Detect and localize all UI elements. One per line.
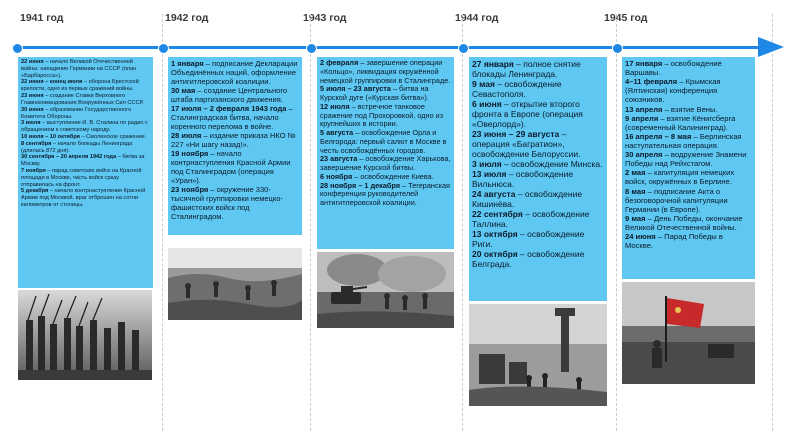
event-item bbox=[21, 154, 150, 168]
event-date: 2 февраля bbox=[320, 58, 359, 67]
event-item bbox=[21, 168, 150, 188]
event-text: – Сталинградская битва, начало коренного перелома в войне. bbox=[171, 104, 293, 131]
event-text: – начало Великой Отечественной войны: нападение Германии на СССР (план «Барбаросса»). bbox=[21, 59, 137, 79]
event-text: – завершение операции «Кольцо», ликвидация окружённой немецкой группировки в Сталинграде. bbox=[320, 58, 451, 85]
event-item bbox=[472, 129, 604, 159]
timeline-dot-1943 bbox=[306, 43, 317, 54]
event-date: 5 декабря bbox=[21, 188, 49, 195]
event-item bbox=[472, 79, 604, 99]
event-item bbox=[320, 59, 451, 85]
event-date: 16 апреля – 8 мая bbox=[625, 131, 692, 141]
timeline-dot-1941 bbox=[12, 43, 23, 54]
event-text: – окружение 330-тысячной группировки немецко-фашистских войск под Сталинградом. bbox=[171, 185, 283, 221]
year-label-1943: 1943 год bbox=[303, 12, 347, 24]
event-item bbox=[21, 59, 150, 79]
event-text: – освобождение Киева. bbox=[352, 171, 434, 181]
event-text: – освобождение Риги. bbox=[472, 229, 585, 250]
event-item bbox=[472, 59, 604, 79]
event-date: 1 января bbox=[171, 59, 204, 68]
event-date: 17 июля – 2 февраля 1943 года bbox=[171, 104, 287, 113]
event-text: – взятие Вены. bbox=[662, 104, 718, 114]
event-date: 23 августа bbox=[320, 154, 358, 164]
column-divider bbox=[772, 14, 773, 431]
event-item bbox=[472, 189, 604, 209]
event-date: 5 августа bbox=[320, 128, 354, 137]
event-date: 3 июля bbox=[21, 120, 41, 127]
event-item bbox=[21, 120, 150, 134]
event-item bbox=[171, 86, 299, 104]
event-date: 23 июня – 29 августа bbox=[472, 129, 560, 140]
year-label-1945: 1945 год bbox=[604, 12, 648, 24]
event-text: – Смоленское сражение. bbox=[79, 133, 147, 140]
event-text: – начало контрнаступления Красной Армии под Москвой, враг отброшен на сотни километров от столицы. bbox=[21, 188, 146, 209]
event-item bbox=[472, 209, 604, 229]
event-date: 28 июля bbox=[171, 131, 202, 140]
event-item bbox=[21, 188, 150, 208]
event-item bbox=[171, 131, 299, 149]
event-text: – битва на Курской дуге («Курская битва»). bbox=[320, 84, 429, 102]
event-text: – освобождение Севастополя. bbox=[472, 79, 562, 100]
event-item bbox=[625, 114, 752, 132]
event-date: 2 мая bbox=[625, 168, 646, 178]
event-text: – издание приказа НКО № 227 «Ни шагу назад!». bbox=[171, 131, 296, 149]
events-card-1944 bbox=[469, 57, 607, 301]
event-text: – освобождение Вильнюса. bbox=[472, 169, 574, 190]
event-item bbox=[320, 182, 451, 208]
event-date: 20 октября bbox=[472, 249, 518, 260]
timeline-dot-1945 bbox=[612, 43, 623, 54]
event-text: – капитуляция немецких войск, окружённых в Берлине. bbox=[625, 168, 735, 187]
event-text: – начало контрнаступления Красной Армии под Сталинградом (операция «Уран»). bbox=[171, 149, 291, 185]
event-text: – битва за Москву. bbox=[21, 154, 145, 168]
event-date: 8 сентября bbox=[21, 140, 52, 147]
event-date: 3 июля bbox=[472, 159, 502, 170]
event-date: 13 апреля bbox=[625, 104, 663, 114]
event-item bbox=[21, 141, 150, 155]
event-item bbox=[171, 104, 299, 131]
event-item bbox=[171, 149, 299, 185]
timeline-dot-1942 bbox=[158, 43, 169, 54]
event-item bbox=[21, 93, 150, 107]
event-item bbox=[472, 169, 604, 189]
event-text: – День Победы, окончание Великой Отечественной войны. bbox=[625, 213, 743, 232]
event-date: 27 января bbox=[472, 59, 514, 69]
event-item bbox=[320, 103, 451, 129]
event-text: – освобождение Минска. bbox=[501, 159, 603, 170]
events-card-1942 bbox=[168, 57, 302, 235]
event-item bbox=[171, 185, 299, 221]
event-text: – освобождение Варшавы. bbox=[625, 59, 722, 78]
event-item bbox=[472, 99, 604, 129]
event-item bbox=[21, 79, 150, 93]
event-text: – выступление И. В. Сталина по радио с обращением к советскому народу. bbox=[21, 120, 148, 134]
event-date: 10 июля – 10 октября bbox=[21, 133, 80, 140]
column-divider bbox=[462, 14, 463, 431]
year-label-1942: 1942 год bbox=[165, 12, 209, 24]
battlefield-photo bbox=[168, 248, 302, 320]
event-text: – освобождение Орла и Белгорода: первый салют в Москве в честь освобождённых городов. bbox=[320, 128, 447, 155]
events-card-1941 bbox=[18, 57, 153, 288]
event-item bbox=[171, 59, 299, 86]
event-text: – подписание Декларации Объединённых наций, оформление антигитлеровской коалиции. bbox=[171, 59, 298, 86]
timeline-dot-1944 bbox=[458, 43, 469, 54]
event-text: – взятие Кёнигсберга (современный Калининград). bbox=[625, 113, 736, 132]
event-date: 30 апреля bbox=[625, 150, 663, 160]
event-item bbox=[625, 77, 752, 104]
event-item bbox=[320, 85, 451, 103]
event-item bbox=[625, 214, 752, 232]
event-date: 4–11 февраля bbox=[625, 77, 678, 87]
event-text: – освобождение Кишинёва. bbox=[472, 189, 583, 210]
event-text: – Берлинская наступательная операция. bbox=[625, 131, 742, 150]
event-date: 9 мая bbox=[625, 213, 646, 223]
timeline-axis bbox=[12, 46, 772, 49]
event-text: – парад советских войск на Красной площади в Москве, часть войск сразу отправилась на фронт. bbox=[21, 168, 142, 188]
event-text: – образование Государственного Комитета Обороны. bbox=[21, 106, 132, 120]
tank-battle-photo bbox=[317, 252, 454, 328]
events-card-1945 bbox=[622, 57, 755, 279]
event-item bbox=[625, 150, 752, 168]
event-date: 7 ноября bbox=[21, 168, 46, 174]
event-date: 24 августа bbox=[472, 189, 516, 200]
event-date: 30 сентября – 20 апреля 1942 года bbox=[21, 154, 117, 161]
event-date: 5 июля – 23 августа bbox=[320, 84, 391, 94]
event-date: 22 июня bbox=[21, 59, 44, 65]
event-text: – создание Центрального штаба партизанского движения. bbox=[171, 86, 288, 104]
event-text: – открытие второго фронта в Европе (операция «Оверлорд»). bbox=[472, 99, 583, 130]
year-label-1944: 1944 год bbox=[455, 12, 499, 24]
event-text: – Крымская (Ялтинская) конференция союзников. bbox=[625, 77, 721, 105]
ruins-photo bbox=[469, 304, 607, 406]
event-date: 13 июля bbox=[472, 169, 507, 180]
events-card-1943 bbox=[317, 57, 454, 249]
event-date: 23 июня bbox=[21, 93, 44, 100]
event-text: – начало блокады Ленинграда (длилась 872 дня). bbox=[21, 140, 133, 154]
event-item bbox=[320, 155, 451, 173]
event-item bbox=[21, 134, 150, 141]
event-date: 28 ноября – 1 декабря bbox=[320, 180, 401, 190]
parade-photo bbox=[18, 290, 152, 380]
event-date: 19 ноября bbox=[171, 149, 209, 158]
event-text: – подписание Акта о безоговорочной капитуляции Германии (в Европе). bbox=[625, 186, 728, 214]
victory-banner-photo bbox=[622, 282, 755, 384]
event-date: 8 мая bbox=[625, 186, 646, 196]
event-item bbox=[625, 105, 752, 114]
event-date: 9 мая bbox=[472, 79, 495, 90]
event-text: – водружение Знамени Победы над Рейхстагом. bbox=[625, 150, 747, 169]
event-date: 30 июня bbox=[21, 106, 44, 113]
event-text: – освобождение Белграда. bbox=[472, 249, 585, 270]
event-date: 6 ноября bbox=[320, 171, 353, 181]
event-date: 13 октября bbox=[472, 229, 518, 240]
column-divider bbox=[310, 14, 311, 431]
column-divider bbox=[162, 14, 163, 431]
timeline-arrow-icon bbox=[758, 37, 784, 57]
event-date: 12 июля bbox=[320, 101, 350, 111]
event-text: – Парад Победы в Москве. bbox=[625, 232, 723, 251]
event-text: – создание Ставки Верховного Главнокомандования Вооружённых Сил СССР. bbox=[21, 93, 144, 106]
year-label-1941: 1941 год bbox=[20, 12, 64, 24]
event-text: – операция «Багратион», освобождение Белоруссии. bbox=[472, 129, 581, 160]
event-text: – освобождение Таллина. bbox=[472, 209, 590, 230]
event-text: – полное снятие блокады Ленинграда. bbox=[472, 59, 581, 80]
event-text: – встречное танковое сражение под Прохоровкой, одно из крупнейших в истории. bbox=[320, 101, 444, 129]
event-date: 6 июня bbox=[472, 99, 502, 110]
event-text: – Тегеранская конференция руководителей антигитлеровской коалиции. bbox=[320, 180, 450, 207]
event-item bbox=[472, 229, 604, 249]
event-item bbox=[625, 59, 752, 77]
event-date: 22 сентября bbox=[472, 209, 523, 220]
column-divider bbox=[616, 14, 617, 431]
event-item bbox=[472, 249, 604, 269]
event-date: 22 июня – конец июля bbox=[21, 79, 83, 86]
event-text: – оборона Брестской крепости, одно из первых сражений войны. bbox=[21, 79, 139, 93]
event-item bbox=[625, 132, 752, 150]
event-item bbox=[625, 168, 752, 186]
event-item bbox=[625, 232, 752, 250]
event-item bbox=[625, 187, 752, 214]
event-item bbox=[472, 159, 604, 169]
event-item bbox=[21, 107, 150, 121]
event-date: 9 апреля bbox=[625, 113, 659, 123]
event-date: 24 июня bbox=[625, 232, 656, 242]
event-item bbox=[320, 129, 451, 155]
event-date: 23 ноября bbox=[171, 185, 209, 194]
event-text: – освобождение Харькова, завершение Курской битвы. bbox=[320, 154, 451, 172]
event-date: 30 мая bbox=[171, 86, 196, 95]
event-date: 17 января bbox=[625, 59, 663, 68]
